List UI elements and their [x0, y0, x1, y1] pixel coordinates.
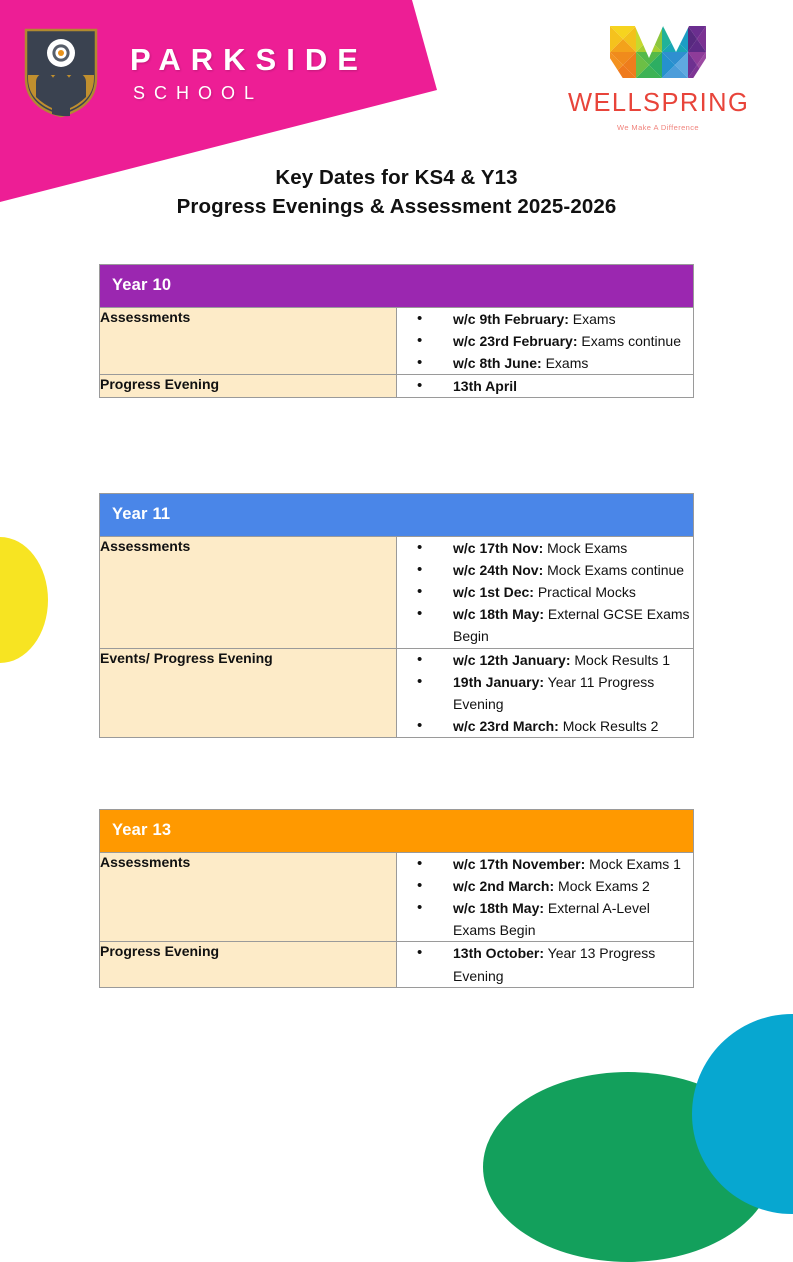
date-label: 19th January:: [453, 673, 545, 690]
date-label: w/c 23rd February:: [453, 333, 578, 350]
date-label: w/c 18th May:: [453, 606, 545, 623]
date-description: Exams continue: [577, 333, 681, 350]
date-description: External A-Level Exams Begin: [453, 900, 650, 939]
parkside-name-sub: SCHOOL: [133, 83, 264, 103]
parkside-logo: [22, 26, 368, 120]
date-list-item: [397, 649, 693, 671]
date-description: Exams: [541, 355, 589, 372]
table-row: [100, 648, 694, 737]
row-label: Progress Evening: [100, 942, 397, 987]
table-header-row: [100, 810, 694, 853]
wellspring-logo: [568, 22, 748, 132]
date-description: Mock Exams: [543, 540, 628, 556]
table-header-year13: Year 13: [100, 810, 694, 853]
date-list-item: [397, 897, 693, 941]
date-list: [397, 942, 693, 986]
date-list: [397, 308, 693, 374]
date-description: Mock Exams continue: [543, 562, 685, 579]
date-description: Practical Mocks: [533, 584, 636, 601]
date-list: [397, 649, 693, 737]
date-list-item: [397, 671, 693, 715]
date-description: Exams: [568, 311, 616, 327]
date-label: w/c 23rd March:: [453, 717, 559, 734]
table-header-row: [100, 265, 694, 308]
table-header-year11: Year 11: [100, 494, 694, 537]
year-table-year13: [99, 809, 694, 988]
row-label: Assessments: [100, 853, 397, 942]
page-title-line-2: Progress Evenings & Assessment 2025-2026: [176, 195, 617, 219]
date-label: w/c 9th February:: [453, 311, 569, 327]
date-list: [397, 537, 693, 648]
table-row: [100, 375, 694, 398]
date-description: Mock Exams 1: [585, 856, 681, 872]
date-list: [397, 853, 693, 941]
wellspring-wordmark: WELLSPRING: [568, 89, 750, 117]
page-title-line-1: Key Dates for KS4 & Y13: [275, 166, 518, 189]
row-label: Events/ Progress Evening: [100, 648, 397, 737]
date-description: Year 11 Progress Evening: [453, 673, 655, 712]
row-label: Assessments: [100, 308, 397, 375]
row-label: Assessments: [100, 537, 397, 649]
date-list-item: [397, 308, 693, 330]
date-list-item: [397, 375, 693, 397]
date-list-item: [397, 581, 693, 603]
row-items: [397, 537, 694, 649]
table-row: [100, 942, 694, 987]
parkside-shield-icon: [22, 26, 100, 120]
row-items: [397, 853, 694, 942]
table-header-row: [100, 494, 694, 537]
date-label: 13th October:: [453, 945, 545, 962]
date-list-item: [397, 603, 693, 647]
row-items: [397, 648, 694, 737]
yellow-circle-decoration: [0, 537, 48, 663]
date-description: Mock Results 1: [570, 651, 671, 668]
wellspring-w-icon: [568, 22, 748, 82]
date-list-item: [397, 942, 693, 986]
table-row: [100, 537, 694, 649]
table-row: [100, 853, 694, 942]
date-list-item: [397, 537, 693, 559]
date-label: w/c 12th January:: [453, 651, 571, 668]
parkside-name-main: PARKSIDE: [130, 42, 368, 77]
year-table-year11: [99, 493, 694, 738]
page-title: [0, 163, 793, 221]
date-list-item: [397, 875, 693, 897]
row-items: [397, 375, 694, 398]
date-list-item: [397, 352, 693, 374]
date-description: Year 13 Progress Evening: [453, 945, 656, 984]
date-description: External GCSE Exams Begin: [453, 606, 690, 645]
table-row: [100, 308, 694, 375]
wellspring-tagline: We Make A Difference: [617, 123, 699, 132]
row-items: [397, 308, 694, 375]
date-description: Mock Exams 2: [554, 878, 650, 895]
date-list-item: [397, 559, 693, 581]
date-label: 13th April: [453, 378, 518, 395]
date-label: w/c 8th June:: [453, 355, 542, 372]
date-label: w/c 24th Nov:: [453, 562, 544, 579]
date-label: w/c 2nd March:: [453, 878, 555, 895]
row-label: Progress Evening: [100, 375, 397, 398]
date-list-item: [397, 853, 693, 875]
date-list-item: [397, 715, 693, 737]
date-list: [397, 375, 693, 397]
row-items: [397, 942, 694, 987]
table-header-year10: Year 10: [100, 265, 694, 308]
parkside-wordmark: [130, 44, 368, 102]
date-label: w/c 17th November:: [453, 856, 586, 872]
date-label: w/c 18th May:: [453, 900, 545, 917]
date-label: w/c 1st Dec:: [453, 584, 534, 601]
date-description: Mock Results 2: [558, 717, 659, 734]
year-table-year10: [99, 264, 694, 398]
date-label: w/c 17th Nov:: [453, 540, 544, 556]
date-list-item: [397, 330, 693, 352]
